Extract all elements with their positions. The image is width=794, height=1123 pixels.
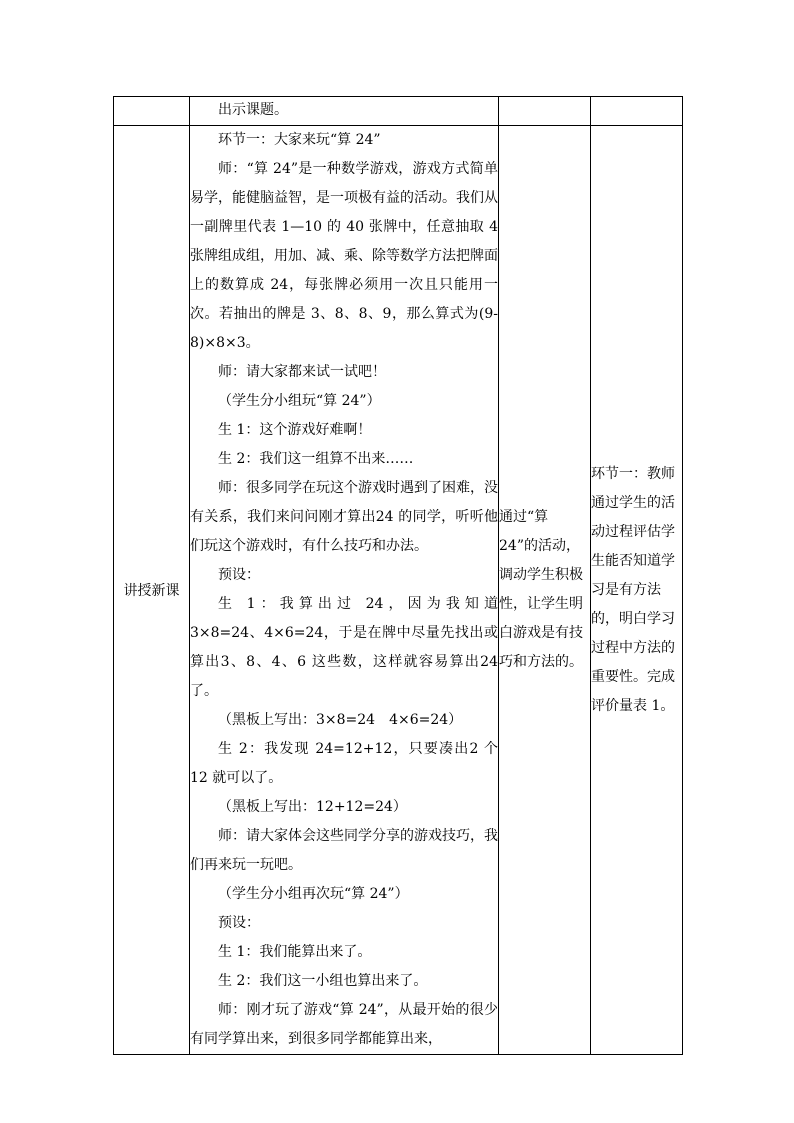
paragraph: 师：请大家体会这些同学分享的游戏技巧，我们再来玩一玩吧。: [190, 828, 498, 873]
paragraph: （学生分小组玩“算 24”）: [218, 393, 381, 409]
paragraph: 师：请大家都来试一试吧！: [218, 364, 386, 380]
paragraph: 生 2：我们这一小组也算出来了。: [218, 973, 428, 989]
paragraph: 生 2：我发现 24=12+12，只要凑出2 个 12 就可以了。: [190, 741, 498, 786]
paragraph: 预设：: [218, 567, 260, 583]
content-cell-intro: [190, 97, 499, 126]
purpose-cell-empty: [499, 97, 591, 126]
paragraph: 生 1：我算出过 24，因为我知道 3×8=24、4×6=24，于是在牌中尽量先找出或算出3、8、4、6 这些数，这样就容易算出24 了。: [190, 596, 498, 699]
paragraph: 生 1：这个游戏好难啊！: [218, 422, 372, 438]
paragraph: 预设：: [218, 915, 260, 931]
evaluation-cell: [591, 126, 683, 1055]
purpose-text: 通过“算 24”的活动，调动学生积极性，让学生明白游戏是有技巧和方法的。: [499, 509, 583, 670]
paragraph: 师：刚才玩了游戏“算 24”，从最开始的很少有同学算出来，到很多同学都能算出来，: [190, 1002, 498, 1047]
purpose-cell: [499, 126, 591, 1055]
paragraph: 生 1：我们能算出来了。: [218, 944, 372, 960]
section-label: 讲授新课: [114, 126, 190, 1055]
table-row-new-lesson: [114, 126, 683, 1055]
evaluation-cell-empty: [591, 97, 683, 126]
paragraph: 环节一：大家来玩“算 24”: [218, 132, 381, 148]
paragraph: 生 2：我们这一组算不出来……: [218, 451, 414, 467]
table-row-intro: [114, 97, 683, 126]
evaluation-text: 环节一：教师通过学生的活动过程评估学生能否知道学习是有方法的，明白学习过程中方法的重要性。完成评价量表 1。: [591, 465, 675, 714]
section-cell-empty: [114, 97, 190, 126]
paragraph: 师：很多同学在玩这个游戏时遇到了困难，没有关系，我们来问问刚才算出24 的同学，听听他们玩这个游戏时，有什么技巧和办法。: [190, 480, 498, 554]
paragraph: 师：“算 24”是一种数学游戏，游戏方式简单易学，能健脑益智，是一项极有益的活动。我们从一副牌里代表 1—10 的 40 张牌中，任意抽取 4 张牌组成组，用加、减、乘、除等数学方法把牌面上的数算成 24，每张牌必须用一次且只能用一次。若抽出的牌是 3、8、8、9，那么算式为(9-8)×8×3。: [190, 161, 498, 351]
paragraph: （黑板上写出：12+12=24）: [218, 799, 407, 815]
content-cell-main: [190, 126, 499, 1055]
paragraph: （学生分小组再次玩“算 24”）: [218, 886, 409, 902]
paragraph: （黑板上写出：3×8=24 4×6=24）: [218, 712, 463, 728]
lesson-plan-table: [113, 96, 683, 1055]
intro-text: 出示课题。: [218, 102, 288, 118]
